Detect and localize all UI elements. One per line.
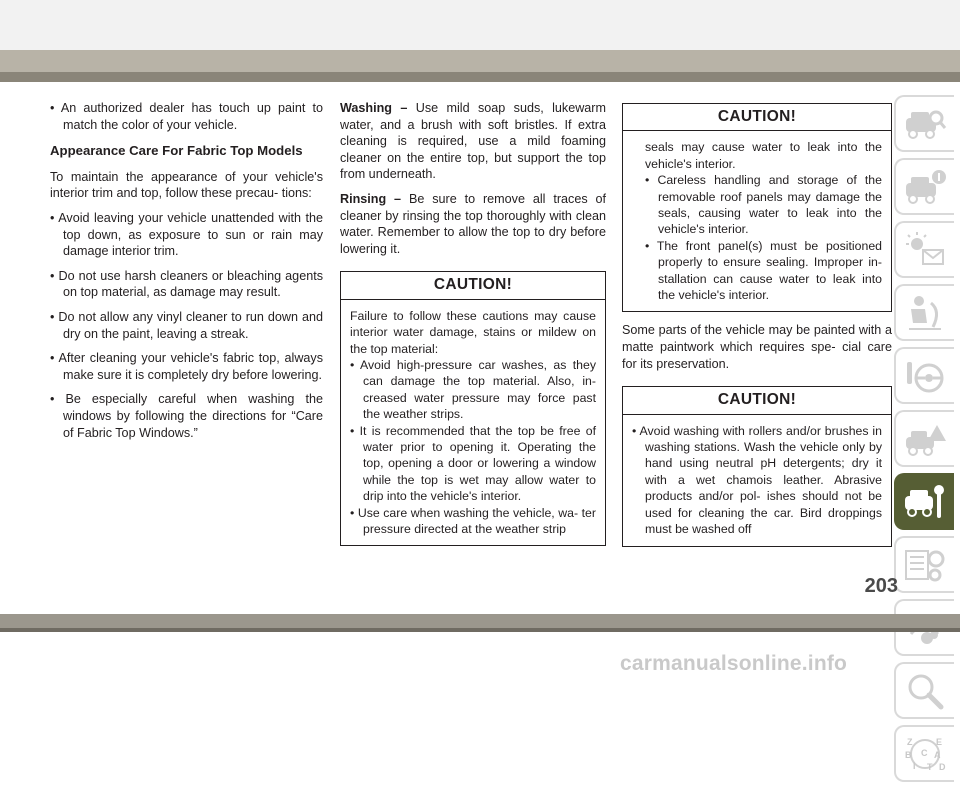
steering-wheel-icon xyxy=(903,356,947,396)
caution-intro: Failure to follow these cautions may cause interior water damage, stains or mildew on the top material: xyxy=(350,308,596,356)
rinsing-paragraph xyxy=(340,191,606,257)
index-letters-icon xyxy=(903,734,947,774)
footer-bar xyxy=(0,614,960,628)
caution-continued-text: seals may cause water to leak into the vehicle's interior. xyxy=(645,140,882,171)
caution-bullet: • Careless handling and storage of the removable roof panels may damage the seals, causing water to leak into the vehicle's interior. xyxy=(645,172,882,238)
tab-customer-assistance[interactable] xyxy=(894,662,954,719)
chapter-tabs xyxy=(894,95,954,788)
caution-body xyxy=(623,131,891,311)
caution-body xyxy=(623,415,891,546)
caution-bullet: • It is recommended that the top be free of water prior to opening it. Operating the top, opening a door or lowering a window while the top is wet may allow water to drip into the vehicle's interior. xyxy=(350,423,596,505)
washing-text: Use mild soap suds, lukewarm water, and a brush with soft bristles. If extra cleaning is required, use a mild foaming cleaner on the entire top, but support the top from underneath. xyxy=(340,101,606,182)
caution-bullet: • Avoid washing with rollers and/or brushes in washing stations. Wash the vehicle only by hand using neutral pH detergents; dry it with a wet chamois leather. Abrasive products and/or pol- ishes should not be used for cleaning the car. Bird droppings must be washed off xyxy=(632,423,882,538)
caution-bullet: • The front panel(s) must be positioned properly to ensure sealing. Improper in- stallation can cause water to leak into the vehicle's interior. xyxy=(645,238,882,304)
washing-label: Washing – xyxy=(340,101,408,115)
intro-paragraph: To maintain the appearance of your vehicle's interior trim and top, follow these precau- tions: xyxy=(50,169,323,201)
tab-index[interactable] xyxy=(894,725,954,782)
column-left xyxy=(50,100,323,449)
caution-box xyxy=(340,271,606,546)
index-letter: T xyxy=(927,761,933,772)
car-warning-icon xyxy=(903,419,947,459)
index-letter: A xyxy=(934,749,941,760)
car-info-icon xyxy=(903,167,947,207)
tab-servicing-maintenance[interactable] xyxy=(894,473,954,530)
caution-bullet: • Use care when washing the vehicle, wa- ter pressure directed at the weather strip xyxy=(350,505,596,538)
caution-body xyxy=(341,300,605,546)
rinsing-text: Be sure to remove all traces of cleaner by rinsing the top thoroughly with clean water. Remember to allow the top to dry before lowering it. xyxy=(340,191,607,256)
page-number: 203 xyxy=(864,575,898,597)
index-letter: C xyxy=(921,747,928,758)
index-letter: E xyxy=(936,736,943,747)
tab-warnings[interactable] xyxy=(894,410,954,467)
bullet-item: • Do not allow any vinyl cleaner to run down and dry on the paint, leaving a streak. xyxy=(50,309,323,342)
caution-bullet: • Avoid high-pressure car washes, as they can damage the top material. Also, in- creased water pressure may force past the weather strips. xyxy=(350,357,596,423)
top-band xyxy=(0,0,960,50)
caution-title: CAUTION! xyxy=(623,104,891,131)
warning-light-message-icon xyxy=(903,230,947,270)
index-letter: D xyxy=(939,761,946,772)
rinsing-label: Rinsing – xyxy=(340,191,402,206)
specifications-gear-icon xyxy=(903,545,947,585)
bullet-item: • Be especially careful when washing the windows by following the directions for “Care of Fabric Top Windows.” xyxy=(50,391,323,441)
tab-safety[interactable] xyxy=(894,221,954,278)
tab-in-case-of-emergency[interactable] xyxy=(894,347,954,404)
washing-paragraph xyxy=(340,100,606,183)
section-heading: Appearance Care For Fabric Top Models xyxy=(50,143,303,159)
index-letter: I xyxy=(913,760,916,771)
column-right xyxy=(622,103,892,547)
seat-airbag-icon xyxy=(903,293,947,333)
car-wrench-icon xyxy=(903,482,947,522)
bullet-item: • Avoid leaving your vehicle unattended with the top down, as exposure to sun or rain may damage interior trim. xyxy=(50,210,323,260)
index-letter: B xyxy=(905,749,912,760)
tab-instrument-panel[interactable] xyxy=(894,158,954,215)
header-bar xyxy=(0,50,960,72)
matte-paint-paragraph: Some parts of the vehicle may be painted with a matte paintwork which requires spe- cial care for its preservation. xyxy=(622,323,892,371)
footer-rule xyxy=(0,628,960,632)
column-middle xyxy=(340,100,606,546)
tab-getting-to-know-vehicle[interactable] xyxy=(894,95,954,152)
magnifier-search-icon xyxy=(903,671,947,711)
car-search-icon xyxy=(903,104,947,144)
bullet-item: • After cleaning your vehicle's fabric top, always make sure it is completely dry before lowering. xyxy=(50,350,323,383)
caution-box-continued xyxy=(622,103,892,312)
caution-title: CAUTION! xyxy=(623,387,891,414)
bullet-item: • Do not use harsh cleaners or bleaching agents on top material, as damage may result. xyxy=(50,268,323,301)
watermark: carmanualsonline.info xyxy=(620,652,848,675)
caution-title: CAUTION! xyxy=(341,272,605,299)
intro-bullet: • An authorized dealer has touch up paint to match the color of your vehicle. xyxy=(50,100,323,133)
index-letter: Z xyxy=(907,736,913,747)
caution-box-matte xyxy=(622,386,892,546)
tab-technical-specifications[interactable] xyxy=(894,536,954,593)
header-rule xyxy=(0,72,960,82)
tab-starting-operating[interactable] xyxy=(894,284,954,341)
